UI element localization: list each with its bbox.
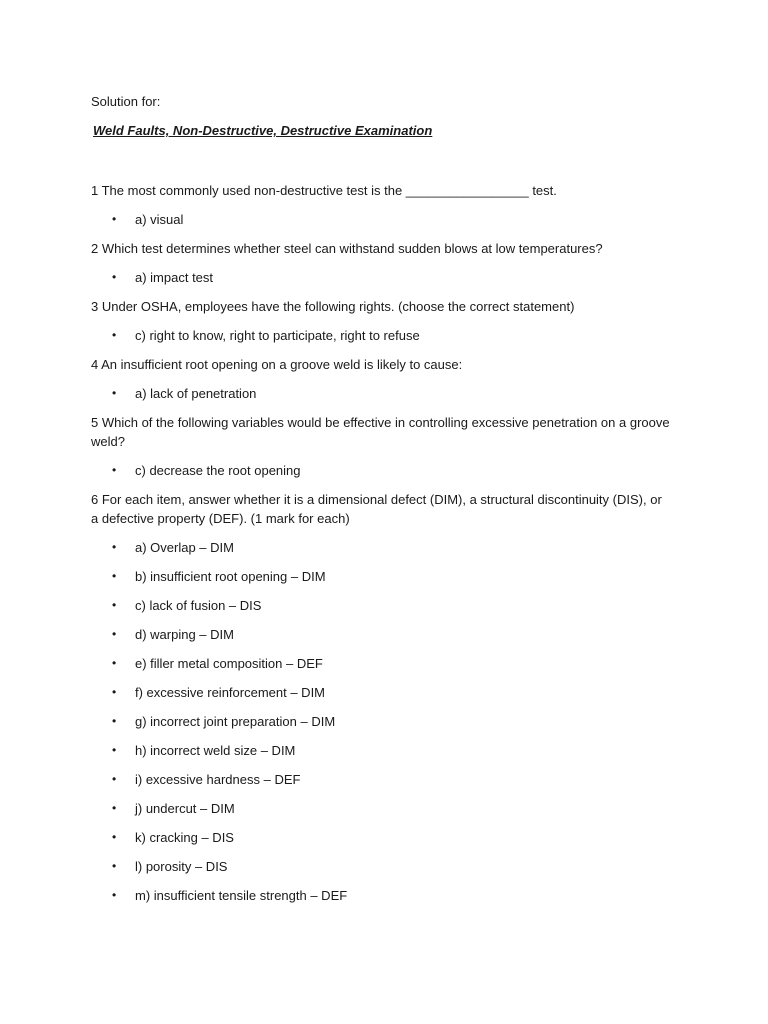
bullet-icon: •: [112, 859, 117, 873]
bullet-icon: •: [112, 685, 117, 699]
bullet-icon: •: [112, 656, 117, 670]
answer-list: [91, 384, 671, 403]
answer-item: [91, 886, 671, 905]
answer-text: c) right to know, right to participate, right to refuse: [135, 328, 420, 343]
answer-item: [91, 567, 671, 586]
question-text: 6 For each item, answer whether it is a dimensional defect (DIM), a structural discontinuity (DIS), or a defective property (DEF). (1 mark for each): [91, 492, 662, 526]
answer-item: [91, 828, 671, 847]
bullet-icon: •: [112, 627, 117, 641]
answer-text: l) porosity – DIS: [135, 859, 228, 874]
bullet-icon: •: [112, 540, 117, 554]
bullet-icon: •: [112, 888, 117, 902]
answer-item: [91, 326, 671, 345]
answer-list: [91, 326, 671, 345]
answer-item: [91, 712, 671, 731]
bullet-icon: •: [112, 569, 117, 583]
answer-text: a) Overlap – DIM: [135, 540, 234, 555]
answer-text: j) undercut – DIM: [135, 801, 235, 816]
answer-text: f) excessive reinforcement – DIM: [135, 685, 326, 700]
answer-text: d) warping – DIM: [135, 627, 234, 642]
answer-list: [91, 210, 671, 229]
question-text: 5 Which of the following variables would be effective in controlling excessive penetration on a groove weld?: [91, 415, 670, 449]
answer-item: [91, 683, 671, 702]
answer-text: a) visual: [135, 212, 184, 227]
question-block: [91, 413, 671, 480]
document-title: Weld Faults, Non-Destructive, Destructive Examination: [93, 123, 433, 138]
answer-item: [91, 654, 671, 673]
question-block: [91, 490, 671, 905]
answer-text: b) insufficient root opening – DIM: [135, 569, 326, 584]
answer-text: a) lack of penetration: [135, 386, 257, 401]
bullet-icon: •: [112, 743, 117, 757]
document-heading: Solution for:: [91, 94, 161, 109]
answer-item: [91, 857, 671, 876]
answer-item: [91, 596, 671, 615]
bullet-icon: •: [112, 772, 117, 786]
answer-text: k) cracking – DIS: [135, 830, 234, 845]
answer-list: [91, 268, 671, 287]
bullet-icon: •: [112, 270, 117, 284]
answer-item: [91, 741, 671, 760]
answer-text: m) insufficient tensile strength – DEF: [135, 888, 348, 903]
answer-text: i) excessive hardness – DEF: [135, 772, 301, 787]
question-block: [91, 297, 671, 345]
question-text: 1 The most commonly used non-destructive test is the _________________ test.: [91, 183, 557, 198]
question-list: [91, 181, 671, 905]
answer-item: [91, 384, 671, 403]
question-block: [91, 239, 671, 287]
answer-text: c) lack of fusion – DIS: [135, 598, 262, 613]
answer-list: [91, 461, 671, 480]
answer-text: g) incorrect joint preparation – DIM: [135, 714, 336, 729]
bullet-icon: •: [112, 212, 117, 226]
answer-item: [91, 625, 671, 644]
answer-text: a) impact test: [135, 270, 214, 285]
answer-item: [91, 799, 671, 818]
answer-text: e) filler metal composition – DEF: [135, 656, 323, 671]
answer-text: c) decrease the root opening: [135, 463, 301, 478]
answer-item: [91, 538, 671, 557]
bullet-icon: •: [112, 463, 117, 477]
answer-item: [91, 461, 671, 480]
question-block: [91, 355, 671, 403]
answer-item: [91, 268, 671, 287]
answer-list: [91, 538, 671, 905]
answer-item: [91, 770, 671, 789]
bullet-icon: •: [112, 801, 117, 815]
question-block: [91, 181, 671, 229]
question-text: 2 Which test determines whether steel can withstand sudden blows at low temperatures?: [91, 241, 603, 256]
bullet-icon: •: [112, 598, 117, 612]
question-text: 3 Under OSHA, employees have the following rights. (choose the correct statement): [91, 299, 575, 314]
document-page: [91, 93, 671, 915]
bullet-icon: •: [112, 386, 117, 400]
bullet-icon: •: [112, 830, 117, 844]
question-text: 4 An insufficient root opening on a groove weld is likely to cause:: [91, 357, 463, 372]
bullet-icon: •: [112, 328, 117, 342]
answer-text: h) incorrect weld size – DIM: [135, 743, 296, 758]
answer-item: [91, 210, 671, 229]
bullet-icon: •: [112, 714, 117, 728]
